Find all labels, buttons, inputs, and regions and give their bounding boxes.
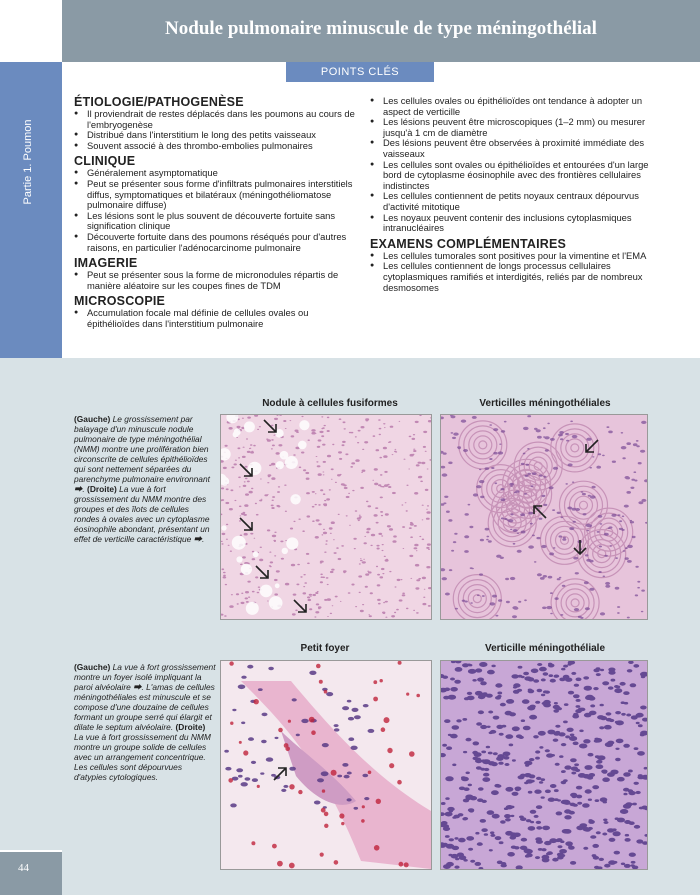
figure-4-title: Verticille méningothéliale (484, 643, 606, 654)
arrow-icon (238, 462, 258, 482)
corner-block (0, 0, 62, 62)
figure-3-title: Petit foyer (300, 643, 350, 654)
side-tab (0, 62, 62, 358)
bullet-list (74, 109, 356, 151)
key-points-left-column (74, 96, 356, 334)
bullet-item: ● Les cellules contiennent de petits noyaux centraux dépourvus d'activité mitotique (370, 191, 662, 212)
caption-bottom-right-text: La vue à fort grossissement du NMM montre un groupe solide de cellules avec un arrangement concentrique. Les cellules sont dépourvues d'atypies cytologiques. (74, 732, 211, 782)
page-number-box (0, 852, 62, 895)
arrow-icon (570, 538, 590, 558)
caption-top-left-tag: (Gauche) (74, 414, 111, 424)
caption-top (74, 414, 216, 544)
arrow-icon (528, 500, 548, 520)
bullet-item: ● Les lésions sont le plus souvent de découverte fortuite sans signification clinique (74, 211, 356, 232)
figure-1-title: Nodule à cellules fusiformes (262, 398, 398, 409)
section-heading: EXAMENS COMPLÉMENTAIRES (370, 236, 567, 251)
bullet-item: ● Distribué dans l'interstitium le long des petits vaisseaux (74, 130, 356, 141)
section-heading: CLINIQUE (74, 154, 136, 169)
bullet-item: ● Peut se présenter sous la forme de micronodules répartis de manière aléatoire sur les coupes fines de TDM (74, 270, 356, 291)
caption-bottom-right-tag: (Droite) (175, 722, 206, 732)
arrow-icon (292, 598, 312, 618)
arrow-icon (262, 418, 282, 438)
arrow-icon (254, 564, 274, 584)
arrow-icon (272, 762, 292, 782)
bullet-item: ● Les noyaux peuvent contenir des inclusions cytoplasmiques intranucléaires (370, 213, 662, 234)
bullet-item: ● Généralement asymptomatique (74, 168, 356, 179)
micrograph-small-focus (220, 660, 432, 870)
bullet-item: ● Découverte fortuite dans des poumons réséqués pour d'autres raisons, en particulier l'adénocarcinome pulmonaire (74, 232, 356, 253)
bullet-item: ● Il proviendrait de restes déplacés dans les poumons au cours de l'embryogenèse (74, 109, 356, 130)
page-number: 44 (18, 862, 29, 874)
section-heading: IMAGERIE (74, 256, 138, 271)
caption-bottom-left-text: La vue à fort grossissement montre un foyer isolé impliquant la paroi alvéolaire ⮕. L'amas de cellules méningothéliales est minuscule et se compose d'une douzaine de cellules formant un groupe serré qui élargit et dilate le septum alvéolaire. (74, 662, 216, 732)
caption-bottom (74, 662, 216, 782)
key-points-header: POINTS CLÉS (286, 62, 434, 82)
bullet-list (370, 251, 662, 293)
section-heading: ÉTIOLOGIE/PATHOGENÈSE (74, 95, 244, 109)
bullet-list (74, 308, 356, 329)
bullet-list (370, 96, 662, 234)
bullet-item: ● Les cellules sont ovales ou épithélioïdes et entourées d'un large bord de cytoplasme éosinophile avec des frontières cellulaires indistinctes (370, 160, 662, 192)
arrow-icon (580, 438, 600, 458)
bullet-item: ● Les lésions peuvent être microscopiques (1–2 mm) ou mesurer jusqu'à 1 cm de diamètre (370, 117, 662, 138)
bullet-item: ● Les cellules tumorales sont positives pour la vimentine et l'EMA (370, 251, 662, 262)
key-points-right-column (370, 96, 662, 297)
bullet-item: ● Les cellules contiennent de longs processus cellulaires cytoplasmiques ramifiés et interdigités, reliés par de nombreux desmosomes (370, 261, 662, 293)
micrograph-meningothelial-whorl (440, 660, 648, 870)
page-title: Nodule pulmonaire minuscule de type méningothélial (165, 18, 597, 39)
bullet-item: ● Peut se présenter sous forme d'infiltrats pulmonaires interstitiels diffus, symptomatiques et bilatéraux (méningothéliomatose pulmonaire diffuse) (74, 179, 356, 211)
bullet-item: ● Des lésions peuvent être observées à proximité immédiate des vaisseaux (370, 138, 662, 159)
figures-panel (62, 358, 700, 895)
bullet-item: ● Les cellules ovales ou épithélioïdes ont tendance à adopter un aspect de verticille (370, 96, 662, 117)
bullet-item: ● Souvent associé à des thrombo-embolies pulmonaires (74, 141, 356, 152)
caption-top-right-tag: (Droite) (87, 484, 117, 494)
bullet-item: ● Accumulation focale mal définie de cellules ovales ou épithélioïdes dans l'interstitium pulmonaire (74, 308, 356, 329)
bullet-list (74, 270, 356, 291)
arrow-icon (238, 516, 258, 536)
caption-top-left-text: Le grossissement par balayage d'un minuscule nodule pulmonaire de type méningothélial (NMM) montre une prolifération bien circonscrite de cellules épithélioïdes qui sont nettement séparées du parenchyme pulmonaire environnant ⮕. (74, 414, 210, 494)
section-heading: MICROSCOPIE (74, 294, 166, 309)
caption-top-right-text: La vue à fort grossissement du NMM montre des groupes et des îlots de cellules rondes à ovales avec un cytoplasme éosinophile abondant, présentant un effet de verticille caractéristique ⮕. (74, 484, 210, 544)
figure-2-title: Verticilles méningothéliales (479, 398, 611, 409)
side-strip (0, 358, 62, 850)
side-tab-label: Partie 1. Poumon (22, 119, 34, 205)
caption-bottom-left-tag: (Gauche) (74, 662, 111, 672)
bullet-list (74, 168, 356, 253)
title-bar (62, 0, 700, 62)
